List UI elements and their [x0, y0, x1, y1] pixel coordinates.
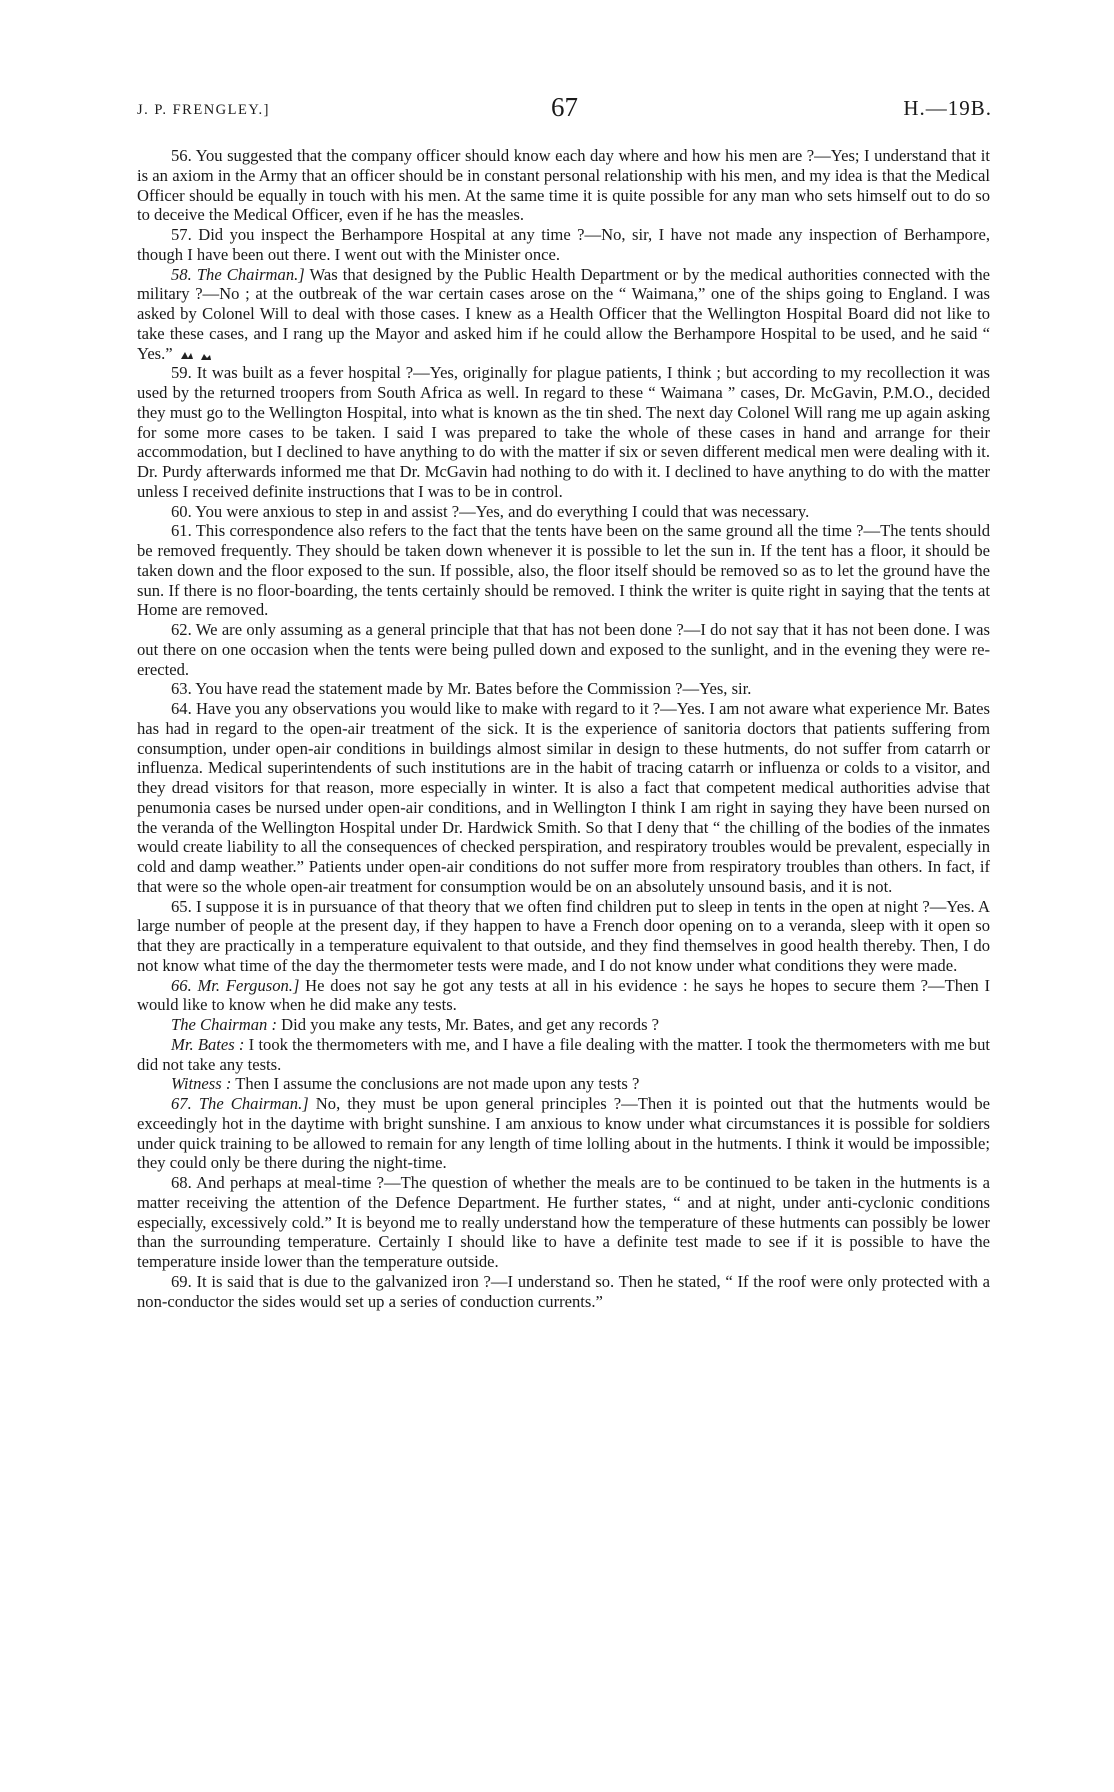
paragraph-64 [137, 699, 990, 897]
paragraph-62 [137, 620, 990, 679]
paragraph-58 [137, 265, 990, 364]
ink-smudge-icon [179, 349, 213, 361]
paragraph-text: Was that designed by the Public Health Department or by the medical authorities connected with the military ?—No ; at the outbreak of the war certain cases arose on the “ Waimana,” one of the ships going to England. I was asked by Colonel Will to deal with those cases. I knew as a Health Officer that the Wellington Hospital Board did not like to take these cases, and I rang up the Mayor and asked him if he could allow the Berhampore Hospital to be used, and he said “ Yes.” [137, 264, 991, 363]
paragraph-65 [137, 897, 990, 976]
paragraph-61 [137, 521, 990, 620]
paragraph-bates-reply [137, 1035, 990, 1075]
paragraph-text: 59. It was built as a fever hospital ?—Yes, originally for plague patients, I think ; but according to my recollection it was used by the returned troopers from South Africa as well. In regard to these “ Waimana ” cases, Dr. McGavin, P.M.O., decided they must go to the Wellington Hospital, into what is known as the tin shed. The next day Colonel Will rang me up again asking for some more cases to be taken. I said I was prepared to take the whole of these cases in hand and arrange for their accommodation, but I declined to have anything to do with the matter if six or seven different medical men were dealing with it. Dr. Purdy afterwards informed me that Dr. McGavin had nothing to do with it. I declined to have anything to do with the matter unless I received definite instructions that I was to be in control. [137, 363, 990, 501]
page-number: 67 [551, 92, 578, 122]
paragraph-text: 62. We are only assuming as a general principle that that has not been done ?—I do not say that it has not been done. I was out there on one occasion when the tents were being pulled down and exposed to the sunlight, and in the evening they were re-erected. [137, 620, 990, 679]
paragraph-text: Did you make any tests, Mr. Bates, and get any records ? [277, 1015, 660, 1034]
paragraph-text: 61. This correspondence also refers to the fact that the tents have been on the same ground all the time ?—The tents should be removed frequently. They should be taken down whenever it is possible to let the sun in. If the tent has a floor, it should be taken down and the floor exposed to the sun. If possible, also, the floor itself should be removed so as to let the ground have the sun. If there is no floor-boarding, the tents certainly should be removed. I think the writer is quite right in saying that the tents at Home are removed. [137, 521, 990, 620]
paragraph-text: 69. It is said that is due to the galvanized iron ?—I understand so. Then he stated, “ If the roof were only protected with a non-conductor the sides would set up a series of conduction currents.” [137, 1271, 990, 1311]
speaker-label: 67. The Chairman.] [171, 1094, 309, 1113]
paragraph-68 [137, 1173, 990, 1272]
paragraph-56 [137, 146, 990, 225]
speaker-label: 66. Mr. Ferguson.] [171, 975, 300, 995]
paragraph-text: 65. I suppose it is in pursuance of that theory that we often find children put to sleep in tents in the open at night ?—Yes. A large number of people at the present day, if they happen to have a French door opening on to a veranda, sleep with it open so that they are practically in a temperature equivalent to that outside, and they find themselves in good health thereby. Then, I do not know what time of the day the thermometer tests were made, and I do not know under what conditions they were made. [137, 896, 990, 975]
paragraph-66 [137, 976, 990, 1016]
speaker-label: The Chairman : [171, 1015, 278, 1034]
paragraph-witness-remark [137, 1074, 990, 1094]
paper-reference: H.—19B. [903, 96, 992, 120]
paragraph-63 [137, 679, 990, 699]
paragraph-67 [137, 1094, 990, 1173]
speaker-label: 58. The Chairman.] [171, 264, 305, 284]
paragraph-chairman-question [137, 1015, 990, 1035]
paragraph-text: He does not say he got any tests at all in his evidence : he says he hopes to secure them ?—Then I would like to know when he did make any tests. [137, 975, 990, 1015]
paragraph-69 [137, 1272, 990, 1312]
paragraph-text: I took the thermometers with me, and I have a file dealing with the matter. I took the thermometers with me but did not take any tests. [137, 1034, 991, 1074]
speaker-label: Mr. Bates : [171, 1034, 245, 1054]
paragraph-59 [137, 363, 990, 501]
paragraph-text: No, they must be upon general principles ?—Then it is pointed out that the hutments would be exceedingly hot in the daytime with bright sunshine. I am anxious to know under what circumstances it is possible for soldiers under quick training to be allowed to remain for any length of time lolling about in the hutments. I think it would be impossible; they could only be there during the night-time. [137, 1094, 990, 1173]
paragraph-text: 57. Did you inspect the Berhampore Hospital at any time ?—No, sir, I have not made any inspection of Berhampore, though I have been out there. I went out with the Minister once. [137, 225, 990, 264]
paragraph-text: 63. You have read the statement made by Mr. Bates before the Commission ?—Yes, sir. [171, 679, 752, 699]
paragraph-text: 64. Have you any observations you would like to make with regard to it ?—Yes. I am not aware what experience Mr. Bates has had in regard to the open-air treatment of the sick. It is the experience of sanitoria doctors that patients suffering from consumption, under open-air conditions in buildings almost similar in design to these hutments, do not suffer from catarrh or influenza. Medical superintendents of such institutions are in the habit of tracing catarrh or influenza or colds to a visitor, and they dread visitors for that reason, more especially in winter. It is also a fact that competent medical authorities advise that penumonia cases be nursed under open-air conditions, and in Wellington I think I am right in saying they have been nursed on the veranda of the Wellington Hospital under Dr. Hardwick Smith. So that I deny that “ the chilling of the bodies of the inmates would create liability to all the consequences of checked perspiration, and respiratory troubles would be prevalent, especially in cold and damp weather.” Patients under open-air conditions do not suffer more from respiratory troubles than others. In fact, if that were so the whole open-air treatment for consumption would be on an absolutely unsound basis, and it is not. [137, 699, 990, 896]
speaker-label: Witness : [171, 1074, 232, 1094]
paragraph-text: 68. And perhaps at meal-time ?—The question of whether the meals are to be continued to be taken in the hutments is a matter receiving the attention of the Defence Department. He further states, “ and at night, under anti-cyclonic conditions especially, excessively cold.” It is beyond me to really understand how the temperature of these hutments can possibly be lower than the surrounding temperature. Certainly I should like to have a definite test made to see if it is possible to have the temperature inside lower than the temperature outside. [137, 1173, 990, 1271]
paragraph-text: 60. You were anxious to step in and assist ?—Yes, and do everything I could that was necessary. [171, 501, 810, 521]
witness-name: J. P. FRENGLEY.] [137, 102, 270, 118]
document-body [137, 146, 990, 1311]
paragraph-57 [137, 225, 990, 265]
paragraph-60 [137, 502, 990, 522]
paragraph-text: Then I assume the conclusions are not made upon any tests ? [231, 1074, 640, 1094]
page-header [137, 92, 992, 126]
paragraph-text: 56. You suggested that the company officer should know each day where and how his men are ?—Yes; I understand that it is an axiom in the Army that an officer should be in constant personal relationship with his men, and my idea is that the Medical Officer should be equally in touch with his men. At the same time it is quite possible for any man who sets himself out to do so to deceive the Medical Officer, even if he has the measles. [137, 146, 990, 225]
